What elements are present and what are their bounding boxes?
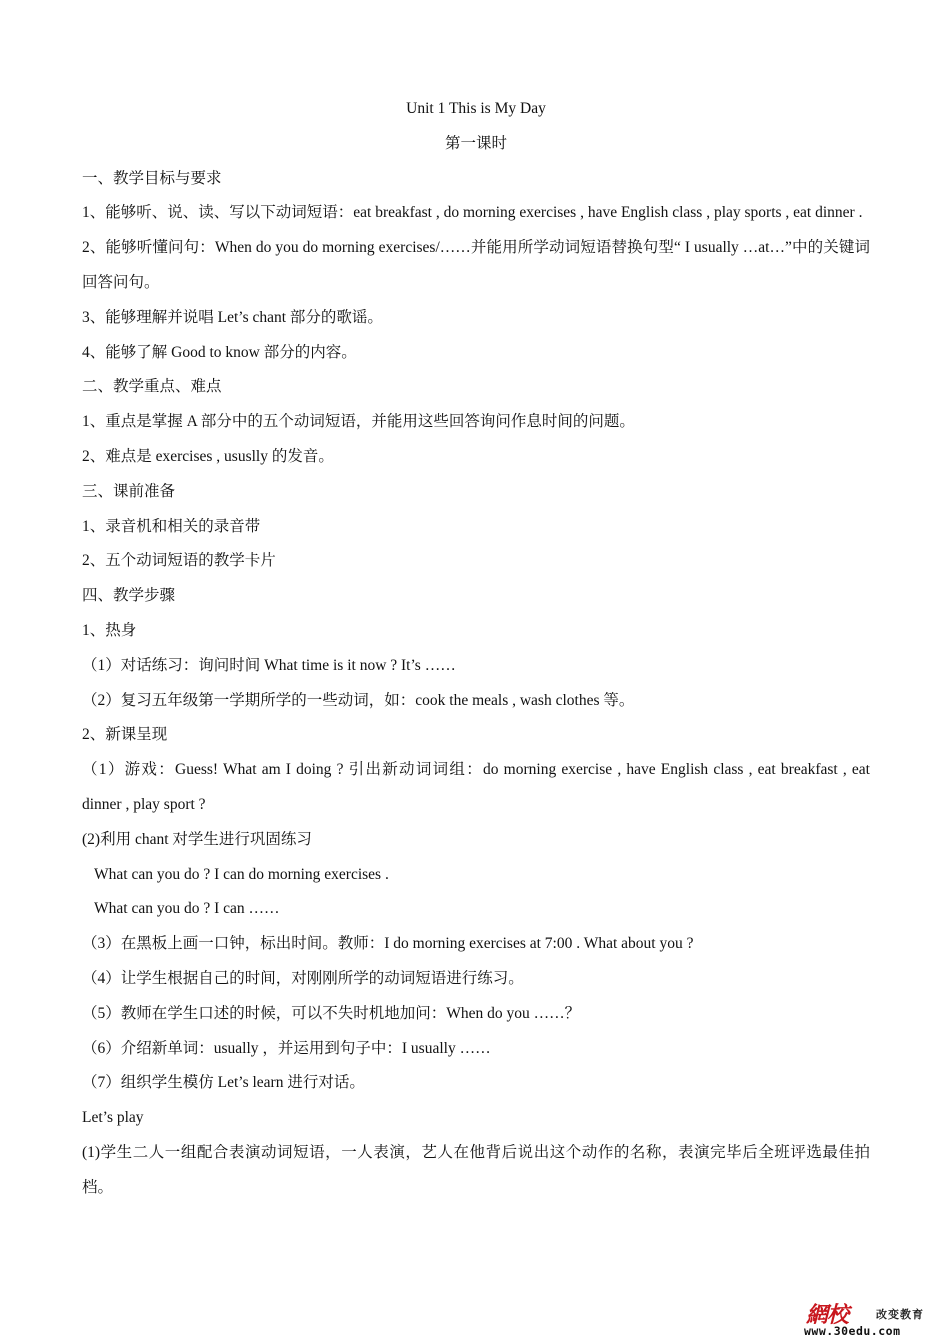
logo-mark: 網校	[806, 1302, 849, 1328]
paragraph-line: 1、能够听、说、读、写以下动词短语：eat breakfast , do morning exercises , have English class , play sports , eat dinner .	[82, 204, 863, 222]
paragraph-line: （5）教师在学生口述的时候，可以不失时机地加问：When do you ……？	[82, 1004, 581, 1022]
logo-slogan: 改变教育	[876, 1308, 924, 1321]
paragraph-line: （3）在黑板上画一口钟，标出时间。教师：I do morning exercises at 7:00 . What about you ?	[82, 935, 694, 953]
paragraph-line: （1）对话练习：询问时间 What time is it now ? It’s ……	[82, 656, 456, 674]
paragraph-line: （2）复习五年级第一学期所学的一些动词，如：cook the meals , wash clothes 等。	[82, 691, 635, 709]
section-heading-preparation: 三、课前准备	[82, 482, 176, 500]
paragraph-line: （7）组织学生模仿 Let’s learn 进行对话。	[82, 1074, 365, 1092]
paragraph-line: 2、能够听懂问句：When do you do morning exercises/……并能用所学动词短语替换句型“ I usually …at…”中的关键词回答问句。	[82, 239, 870, 291]
paragraph-line: 1、重点是掌握 A 部分中的五个动词短语，并能用这些回答询问作息时间的问题。	[82, 413, 635, 431]
section-heading-steps: 四、教学步骤	[82, 587, 176, 605]
paragraph-line: (2)利用 chant 对学生进行巩固练习	[82, 830, 312, 848]
paragraph-line: （4）让学生根据自己的时间，对刚刚所学的动词短语进行练习。	[82, 969, 524, 987]
chant-line: What can you do ? I can ……	[94, 900, 280, 918]
document-subtitle: 第一课时	[444, 134, 507, 152]
section-heading-key-points: 二、教学重点、难点	[82, 378, 222, 396]
paragraph-line: （1）游戏：Guess! What am I doing ? 引出新动词词组：do morning exercise , have English class , eat breakfast , eat dinner , play sport ?	[82, 761, 870, 813]
paragraph-line: (1)学生二人一组配合表演动词短语，一人表演，艺人在他背后说出这个动作的名称，表演完毕后全班评选最佳拍档。	[82, 1143, 870, 1196]
chant-line: What can you do ? I can do morning exercises .	[94, 865, 389, 883]
paragraph-line: 3、能够理解并说唱 Let’s chant 部分的歌谣。	[82, 308, 383, 326]
paragraph-line: 1、录音机和相关的录音带	[82, 517, 261, 535]
paragraph-line: 2、五个动词短语的教学卡片	[82, 552, 276, 570]
paragraph-line: （6）介绍新单词：usually ，并运用到句子中：I usually ……	[82, 1039, 491, 1057]
paragraph-line: 2、难点是 exercises , ususlly 的发音。	[82, 447, 334, 465]
subheading-lets-play: Let’s play	[82, 1109, 144, 1127]
paragraph-line: 2、新课呈现	[82, 726, 168, 744]
logo-url: www.30edu.com	[804, 1324, 901, 1338]
paragraph-line: 1、热身	[82, 621, 137, 639]
paragraph-line: 4、能够了解 Good to know 部分的内容。	[82, 343, 357, 361]
document-title: Unit 1 This is My Day	[406, 100, 546, 117]
section-heading-goals: 一、教学目标与要求	[82, 169, 222, 187]
site-logo	[804, 1296, 944, 1340]
document-body	[82, 92, 870, 1206]
